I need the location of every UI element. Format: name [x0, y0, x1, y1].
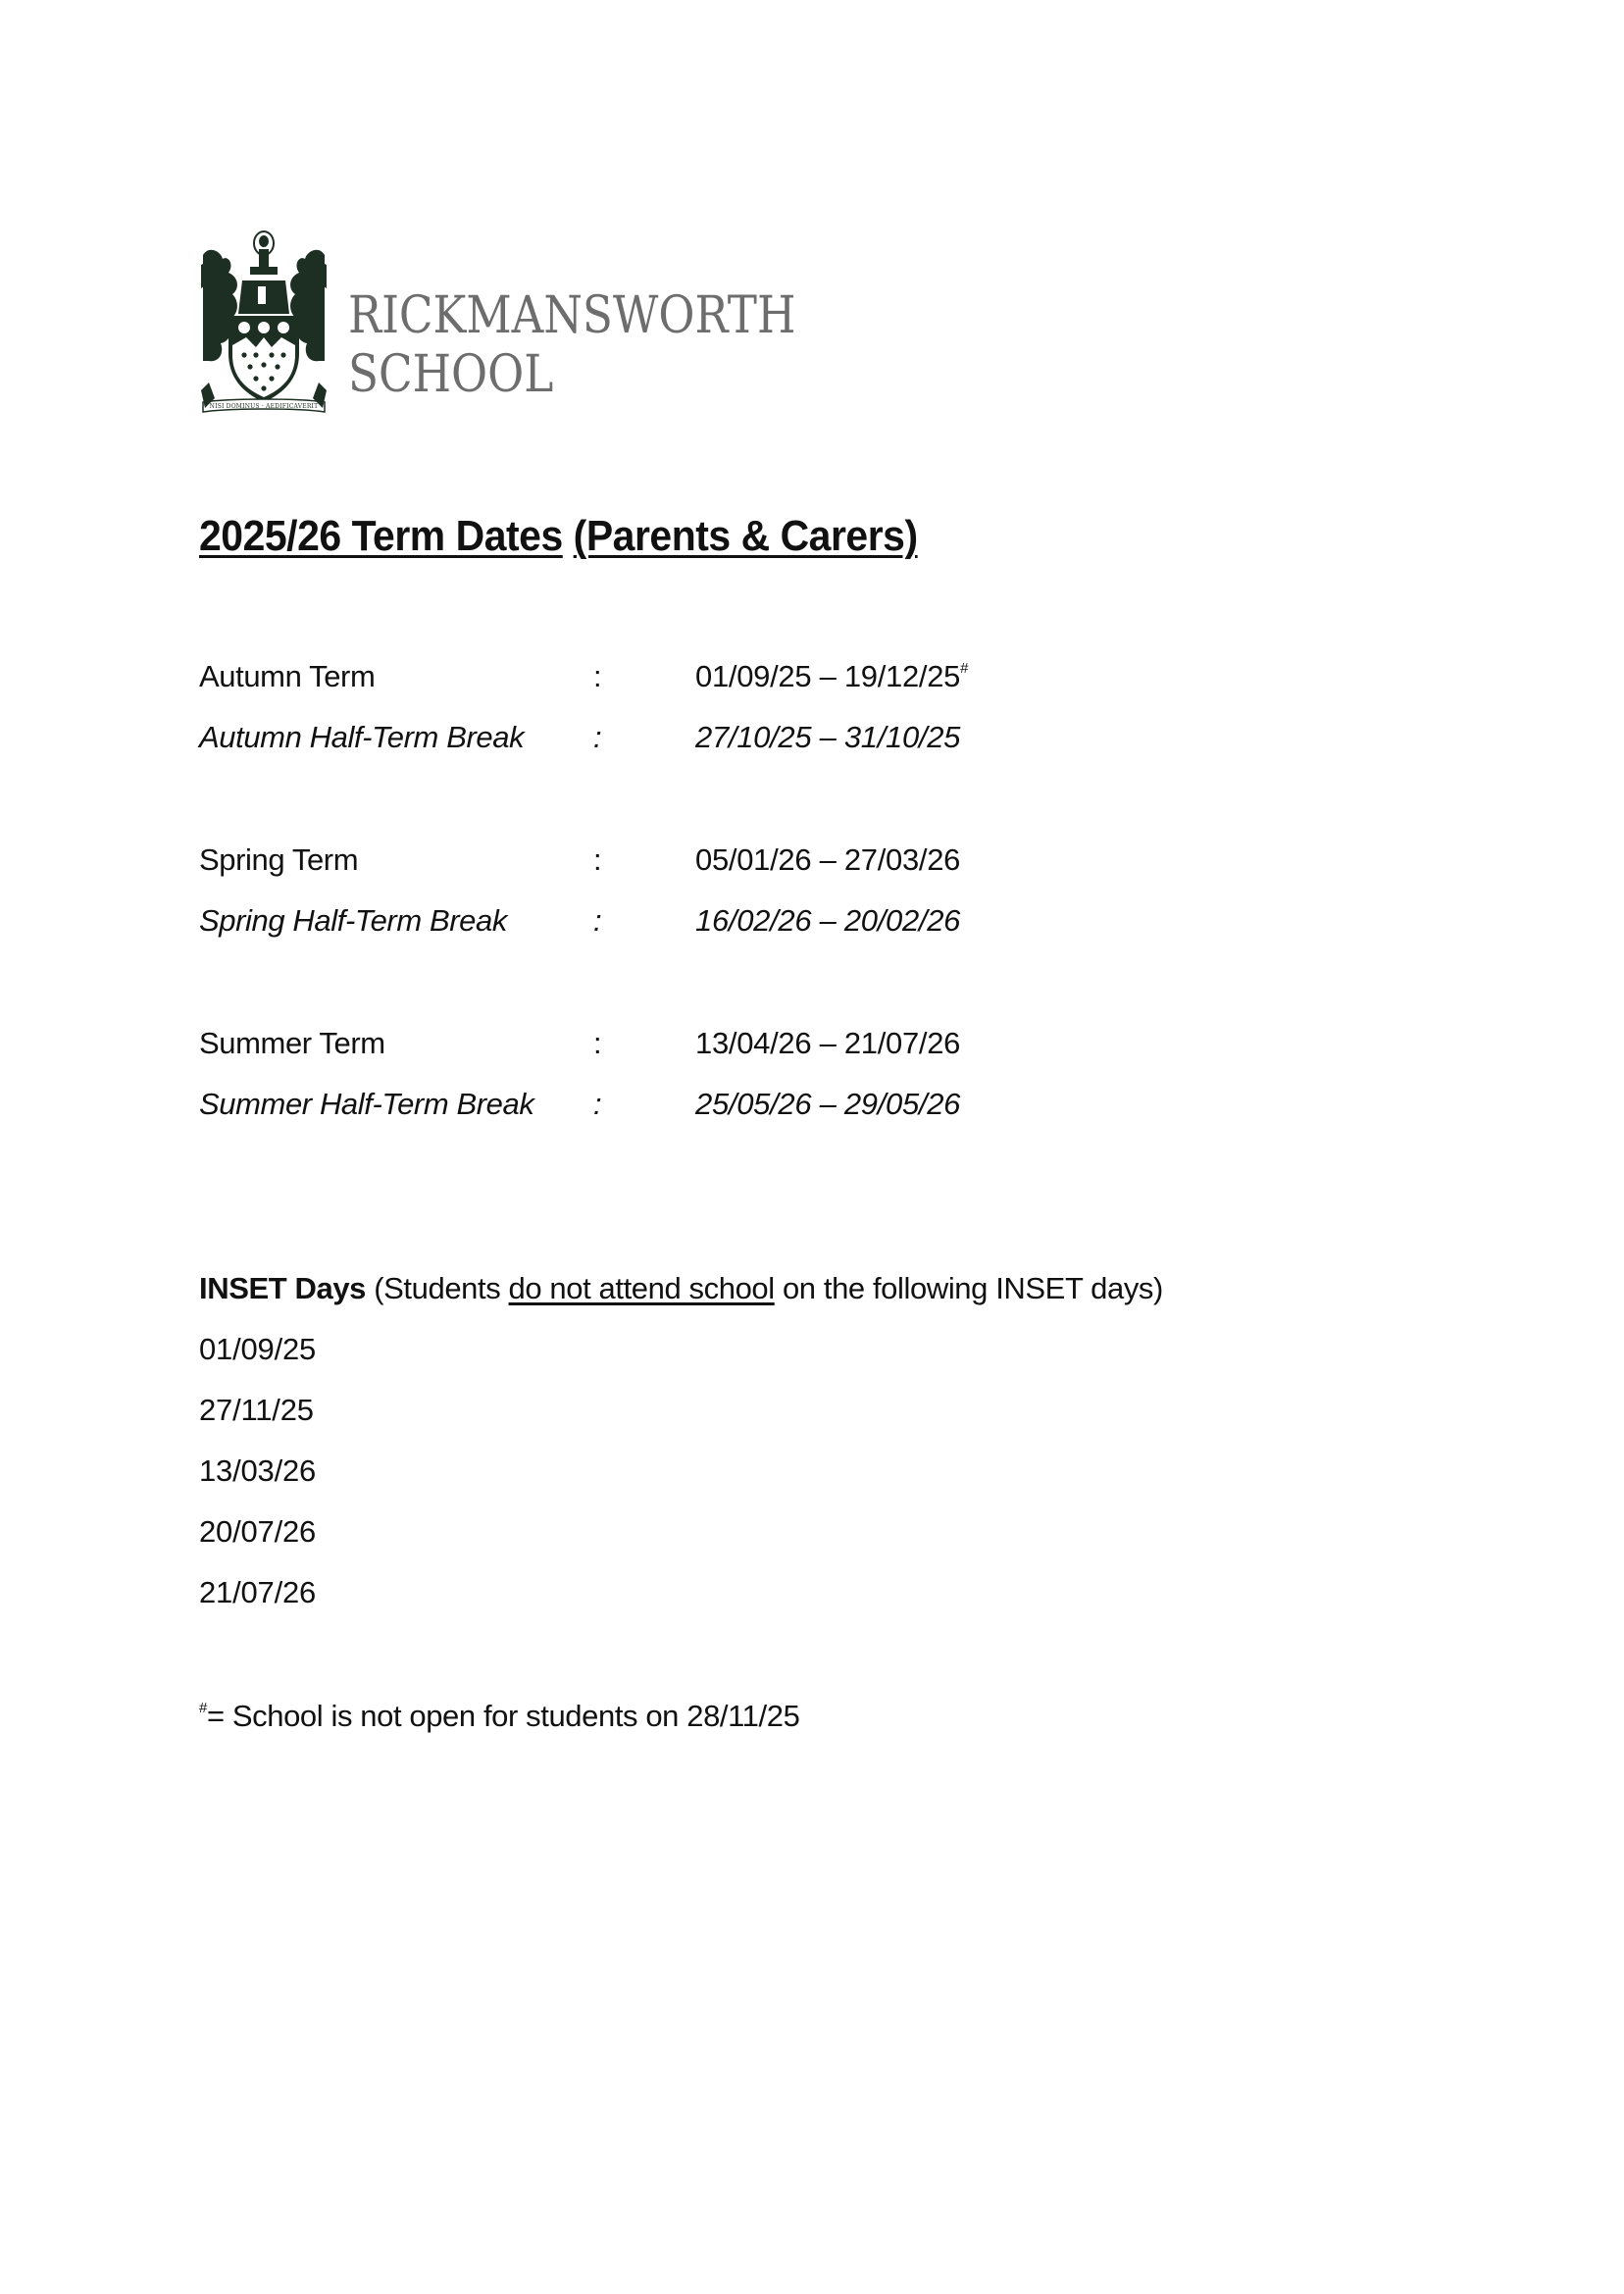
term-group-autumn [199, 652, 1278, 774]
half-term-row [199, 896, 1278, 957]
school-name-line1: RICKMANSWORTH [348, 286, 796, 345]
half-term-dates: 25/05/26 – 29/05/26 [695, 1087, 961, 1121]
crest-motto: NISI DOMINUS · AEDIFICAVERIT [209, 403, 319, 410]
title-audience: (Parents & Carers) [573, 512, 918, 560]
half-term-name: Summer Half-Term Break [199, 1087, 534, 1121]
inset-heading-pre: (Students [366, 1271, 509, 1305]
school-name [348, 286, 795, 404]
inset-date: 27/11/25 [199, 1393, 314, 1427]
title-main: 2025/26 Term Dates [199, 512, 563, 560]
school-name-line2: SCHOOL [348, 345, 554, 404]
half-term-row [199, 713, 1278, 774]
term-dates [695, 652, 968, 701]
separator: : [593, 842, 602, 877]
half-term-dates: 16/02/26 – 20/02/26 [695, 903, 961, 938]
half-term-dates: 27/10/25 – 31/10/25 [695, 720, 961, 754]
inset-heading-post: on the following INSET days) [774, 1271, 1163, 1305]
page-title [199, 512, 918, 561]
footnote-marker: # [199, 1700, 207, 1716]
footnote [199, 1692, 799, 1741]
inset-heading-bold: INSET Days [199, 1271, 367, 1305]
term-group-spring [199, 836, 1278, 957]
inset-date: 21/07/26 [199, 1575, 317, 1609]
term-dates-table [199, 652, 1278, 1202]
term-name: Autumn Term [199, 659, 376, 693]
inset-date: 01/09/25 [199, 1332, 317, 1366]
footnote-marker: # [960, 660, 969, 677]
separator: : [593, 720, 602, 754]
term-dates: 13/04/26 – 21/07/26 [695, 1026, 961, 1060]
inset-heading-emphasis: do not attend school [508, 1271, 775, 1305]
term-name: Spring Term [199, 842, 359, 877]
separator: : [593, 1087, 602, 1121]
footnote-text: = School is not open for students on 28/11/25 [206, 1699, 800, 1733]
term-dates: 05/01/26 – 27/03/26 [695, 842, 961, 877]
separator: : [593, 659, 602, 693]
inset-heading [199, 1264, 1163, 1325]
half-term-name: Spring Half-Term Break [199, 903, 507, 938]
term-name: Summer Term [199, 1026, 385, 1060]
term-row [199, 1019, 1278, 1080]
term-row [199, 652, 1278, 713]
term-row [199, 836, 1278, 896]
separator: : [593, 1026, 602, 1060]
inset-days-section [199, 1264, 1163, 1629]
inset-date: 20/07/26 [199, 1514, 317, 1549]
term-group-summer [199, 1019, 1278, 1141]
school-crest-icon [199, 226, 329, 418]
inset-date: 13/03/26 [199, 1453, 317, 1488]
school-logo [199, 226, 796, 418]
half-term-name: Autumn Half-Term Break [199, 720, 525, 754]
half-term-row [199, 1080, 1278, 1141]
separator: : [593, 903, 602, 938]
term-date-range: 01/09/25 – 19/12/25 [695, 659, 961, 693]
